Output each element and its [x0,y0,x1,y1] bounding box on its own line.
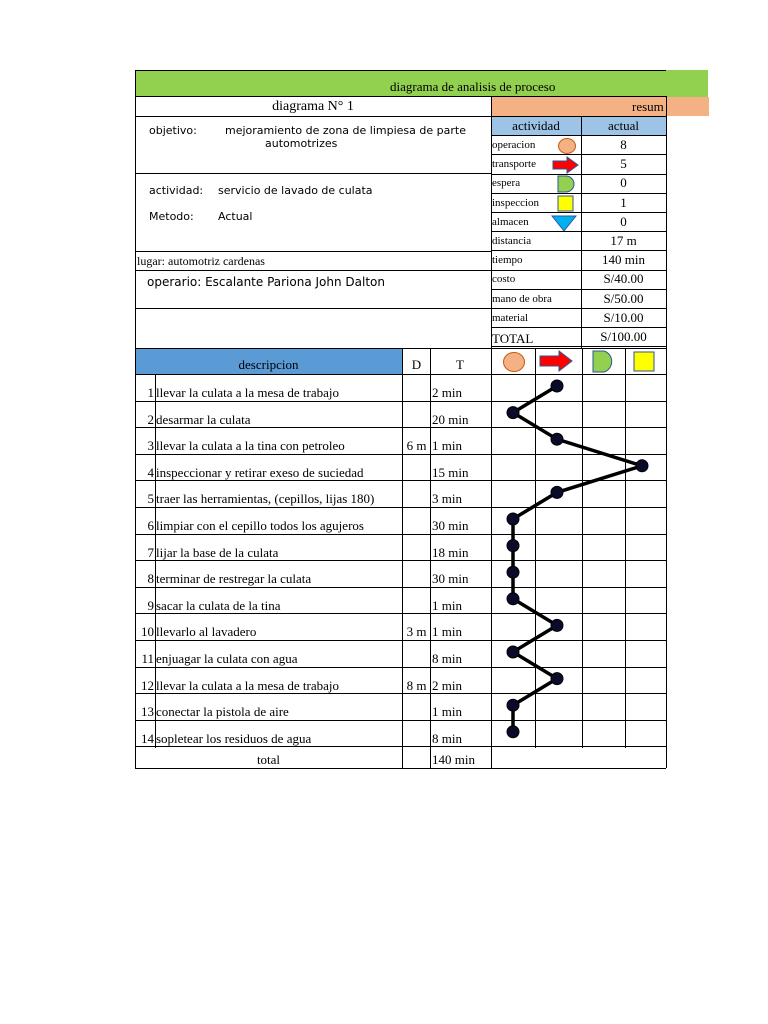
row-number: 5 [147,491,154,507]
grid-line [135,768,666,769]
grid-line [491,174,666,175]
flow-node [507,513,519,525]
grid-line [135,613,666,614]
grid-line [135,116,491,117]
row-number: 8 [147,571,154,587]
flow-node [507,407,519,419]
row-number: 12 [141,677,154,693]
flow-node [507,593,519,605]
flow-node [507,566,519,578]
row-description: inspeccionar y retirar exeso de suciedad [156,464,364,480]
grid-line [135,270,491,271]
flow-node [507,699,519,711]
grid-line [666,96,667,348]
row-description: llevarlo al lavadero [156,624,257,640]
objetivo-text: mejoramiento de zona de limpiesa de parte [225,124,466,137]
objetivo-text-2: automotrizes [265,137,338,150]
operario-text: operario: Escalante Pariona John Dalton [147,275,385,289]
actividad-value: servicio de lavado de culata [218,184,373,197]
summary-row-value: 0 [620,213,627,229]
summary-col-actividad: actividad [512,118,560,133]
grid-line [135,427,666,428]
grid-line [491,250,666,251]
row-number: 14 [141,730,154,746]
grid-line [135,720,666,721]
grid-line [135,251,491,252]
grid-line [135,746,666,747]
row-number: 13 [141,704,154,720]
summary-row-value: 17 m [610,233,637,248]
flow-node [551,673,563,685]
row-distance: 6 m [406,438,427,454]
metodo-value: Actual [218,210,253,223]
grid-line [491,116,666,117]
summary-row-value: S/100.00 [600,329,647,344]
summary-row-label: material [492,311,529,324]
row-description: sacar la culata de la tina [156,597,281,613]
flow-node [551,433,563,445]
summary-row-label: costo [492,273,516,286]
summary-row-value: S/50.00 [603,290,644,306]
row-time: 1 min [432,438,462,454]
grid-line [135,560,666,561]
grid-line [491,348,492,768]
summary-row-value: 8 [620,137,627,152]
summary-row-label: transporte [492,158,536,171]
col-d: D [411,357,422,372]
row-time: 1 min [432,624,462,640]
metodo-label: Metodo: [149,210,194,223]
grid-line [135,308,491,309]
row-number: 11 [141,651,154,666]
row-time: 20 min [432,411,469,427]
summary-row-label: distancia [492,235,532,247]
objetivo-label: objetivo: [149,124,197,137]
flow-node [551,380,563,392]
row-description: sopletear los residuos de agua [156,730,312,746]
grid-line [135,587,666,588]
grid-line [155,374,156,748]
grid-line [135,640,666,641]
summary-row-value: 5 [620,156,627,172]
grid-line [491,193,666,194]
grid-line [582,348,583,748]
row-time: 3 min [432,491,462,507]
total-label: total [256,752,281,767]
grid-line [491,289,666,290]
row-number: 2 [147,411,154,427]
row-time: 30 min [432,518,469,533]
summary-row-label: mano de obra [492,292,552,305]
row-time: 1 min [432,597,462,613]
grid-line [135,70,136,769]
grid-line [535,348,536,748]
row-description: desarmar la culata [156,411,251,427]
col-t: T [456,357,464,372]
row-time: 8 min [432,730,462,746]
summary-row-label: inspeccion [492,196,540,209]
row-description: llevar la culata a la mesa de trabajo [156,677,339,693]
summary-row-value: S/40.00 [603,271,644,287]
summary-row-label: operacion [492,139,536,151]
row-description: limpiar con el cepillo todos los agujeros [156,518,364,533]
flow-node [507,646,519,658]
summary-row-label: espera [492,177,521,190]
grid-line [135,454,666,455]
row-distance: 8 m [406,677,427,693]
row-time: 2 min [432,385,462,400]
flow-node [551,619,563,631]
lugar-text: lugar: automotriz cardenas [137,254,265,268]
grid-line [491,135,666,136]
grid-line [491,346,666,347]
flow-node [507,540,519,552]
row-number: 1 [147,385,154,400]
grid-line [491,96,492,348]
grid-line [491,231,666,232]
row-number: 7 [147,544,154,560]
row-time: 30 min [432,571,469,587]
flow-path [513,386,642,732]
row-description: traer las herramientas, (cepillos, lijas 180) [156,491,375,507]
row-description: terminar de restregar la culata [156,571,312,587]
row-time: 8 min [432,651,462,666]
summary-row-label: tiempo [492,254,523,267]
summary-row-label: TOTAL [492,331,534,346]
summary-row-value: 140 min [602,252,645,268]
flow-node [636,460,648,472]
grid-line [402,348,403,768]
row-number: 9 [147,597,154,613]
row-description: enjuagar la culata con agua [156,651,298,666]
summary-row-value: S/10.00 [603,309,644,325]
row-description: lijar la base de la culata [156,544,279,560]
grid-line [135,401,666,402]
diagram-number: diagrama N° 1 [272,99,354,114]
grid-line [491,308,666,309]
row-time: 1 min [432,704,462,720]
grid-line [491,212,666,213]
grid-line [135,348,666,349]
summary-row-label: almacen [492,215,529,228]
row-time: 18 min [432,544,469,560]
row-distance: 3 m [406,624,427,640]
grid-line [491,327,666,328]
grid-line [135,96,666,97]
grid-line [135,374,666,375]
grid-line [666,348,667,768]
grid-line [135,534,666,535]
row-number: 10 [141,624,154,640]
grid-line [491,270,666,271]
flow-node [551,486,563,498]
row-description: llevar la culata a la tina con petroleo [156,438,345,454]
grid-line [135,173,491,174]
row-time: 15 min [432,464,469,480]
resumen-label: resum [632,99,664,114]
row-number: 3 [147,438,154,454]
grid-line [135,507,666,508]
grid-line [491,154,666,155]
grid-line [581,116,582,348]
row-description: llevar la culata a la mesa de trabajo [156,385,339,400]
col-descripcion: descripcion [238,357,299,372]
summary-col-actual: actual [607,118,640,133]
grid-line [430,348,431,768]
summary-row-value: 1 [620,194,627,210]
row-number: 6 [147,518,154,533]
grid-line [135,480,666,481]
row-number: 4 [147,464,154,480]
row-time: 2 min [432,677,462,693]
actividad-label: actividad: [149,184,204,197]
summary-row-value: 0 [620,175,627,191]
grid-line [135,667,666,668]
total-time: 140 min [432,752,475,767]
grid-line [625,348,626,748]
flow-node [507,726,519,738]
row-description: conectar la pistola de aire [156,704,289,720]
grid-line [135,70,666,71]
grid-line [135,693,666,694]
page-title: diagrama de analisis de proceso [390,79,556,94]
